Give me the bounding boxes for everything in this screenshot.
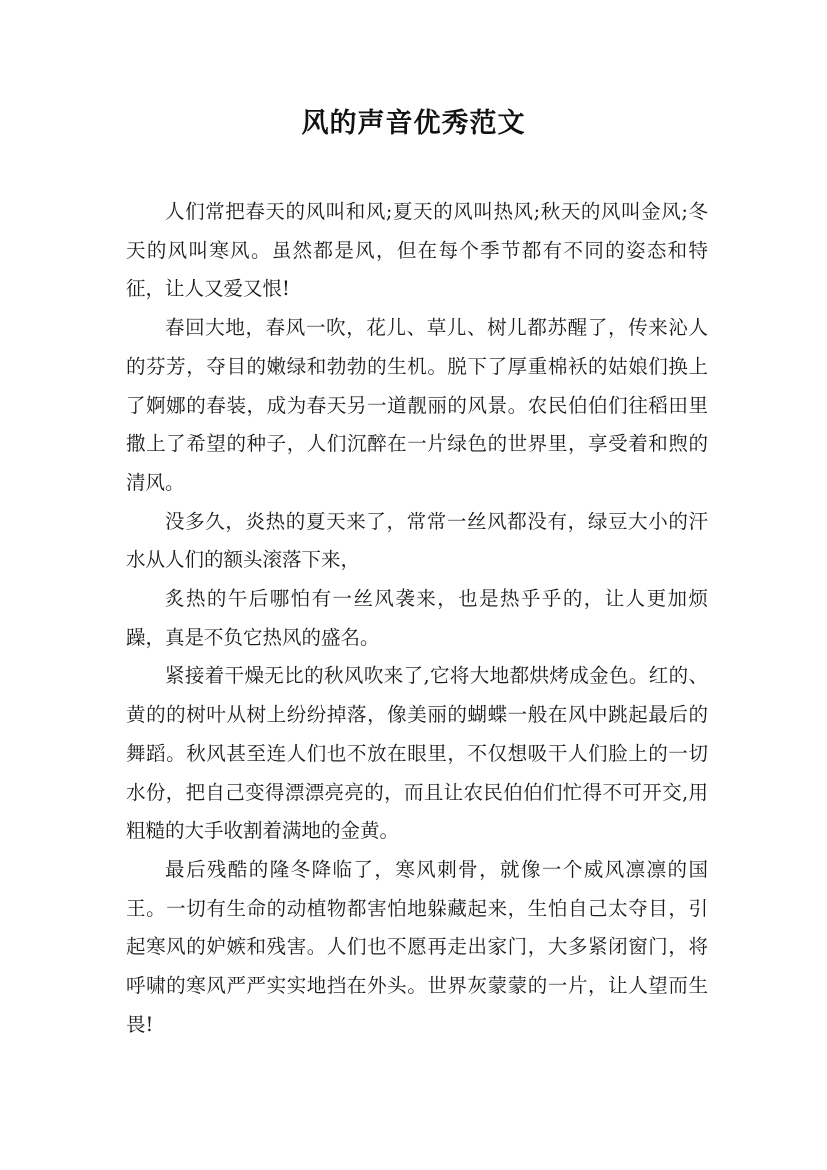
document-body [126,193,708,1044]
paragraph-spring: 春回大地，春风一吹，花儿、草儿、树儿都苏醒了，传来沁人的芬芳，夺目的嫩绿和勃勃的生机。脱下了厚重棉袄的姑娘们换上了婀娜的春装，成为春天另一道靓丽的风景。农民伯伯们往稻田里撒上了希望的种子，人们沉醉在一片绿色的世界里，享受着和煦的清风。 [126,316,708,494]
paragraph-intro: 人们常把春天的风叫和风;夏天的风叫热风;秋天的风叫金风;冬天的风叫寒风。虽然都是风，但在每个季节都有不同的姿态和特征，让人又爱又恨! [126,200,708,301]
paragraph-winter: 最后残酷的隆冬降临了，寒风刺骨，就像一个威风凛凛的国王。一切有生命的动植物都害怕地躲藏起来，生怕自己太夺目，引起寒风的妒嫉和残害。人们也不愿再走出家门，大多紧闭窗门，将呼啸的寒风严严实实地挡在外头。世界灰蒙蒙的一片，让人望而生畏! [126,857,708,1036]
paragraph-summer-afternoon: 炙热的午后哪怕有一丝风袭来，也是热乎乎的，让人更加烦躁，真是不负它热风的盛名。 [126,587,708,649]
document-title: 风的声音优秀范文 [301,108,526,139]
paragraph-summer: 没多久，炎热的夏天来了，常常一丝风都没有，绿豆大小的汗水从人们的额头滚落下来， [126,509,708,572]
paragraph-autumn: 紧接着干燥无比的秋风吹来了,它将大地都烘烤成金色。红的、黄的的树叶从树上纷纷掉落，像美丽的蝴蝶一般在风中跳起最后的舞蹈。秋风甚至连人们也不放在眼里，不仅想吸干人们脸上的一切水份，把自己变得漂漂亮亮的，而且让农民伯伯们忙得不可开交,用粗糙的大手收割着满地的金黄。 [126,664,708,843]
